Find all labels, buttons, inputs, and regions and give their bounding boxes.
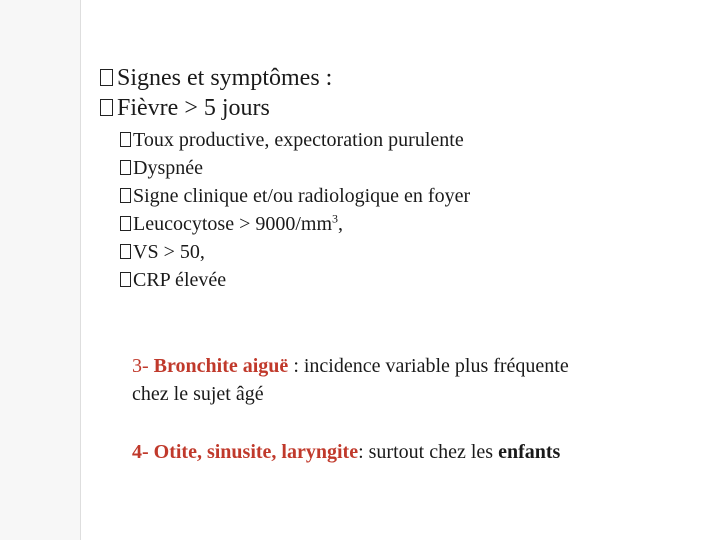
section-3-title: Bronchite aiguë	[153, 355, 289, 377]
missing-glyph-box-icon	[120, 244, 131, 259]
bullet-item	[120, 212, 343, 236]
bullet-text: Toux productive, expectoration purulente	[133, 129, 464, 151]
missing-glyph-box-icon	[120, 132, 131, 147]
bullet-text: VS > 50,	[133, 241, 205, 263]
missing-glyph-box-icon	[120, 160, 131, 175]
bullet-item	[120, 240, 205, 264]
bullet-text: CRP élevée	[133, 269, 227, 291]
section-3-text: : incidence variable plus fréquente	[288, 355, 569, 377]
missing-glyph-box-icon	[120, 188, 131, 203]
bullet-item	[120, 184, 470, 208]
bullet-item	[120, 128, 464, 152]
bullet-suffix: ,	[338, 213, 344, 235]
section-4-paragraph	[132, 438, 692, 466]
section-3-paragraph	[132, 352, 692, 408]
bullet-text: Dyspnée	[133, 157, 203, 179]
missing-glyph-box-icon	[100, 99, 113, 116]
heading-text-1: Signes et symptômes :	[117, 65, 333, 91]
bullet-item	[120, 268, 226, 292]
heading-text-2: Fièvre > 5 jours	[117, 95, 270, 121]
missing-glyph-box-icon	[120, 272, 131, 287]
superscript: 3	[332, 211, 339, 226]
section-3-text-2: chez le sujet âgé	[132, 383, 264, 405]
bullet-text: Signe clinique et/ou radiologique en foyer	[133, 185, 471, 207]
section-4-text: : surtout chez les	[358, 441, 499, 463]
bullet-text: Leucocytose > 9000/mm	[133, 213, 333, 235]
section-4-title: 4- Otite, sinusite, laryngite	[132, 441, 359, 463]
missing-glyph-box-icon	[100, 69, 113, 86]
section-3-number: 3-	[132, 355, 149, 377]
section-4-emphasis: enfants	[498, 441, 561, 463]
bullet-item	[120, 156, 203, 180]
heading-line-1	[100, 64, 332, 92]
heading-line-2	[100, 94, 270, 122]
missing-glyph-box-icon	[120, 216, 131, 231]
left-decorative-band	[0, 0, 81, 540]
